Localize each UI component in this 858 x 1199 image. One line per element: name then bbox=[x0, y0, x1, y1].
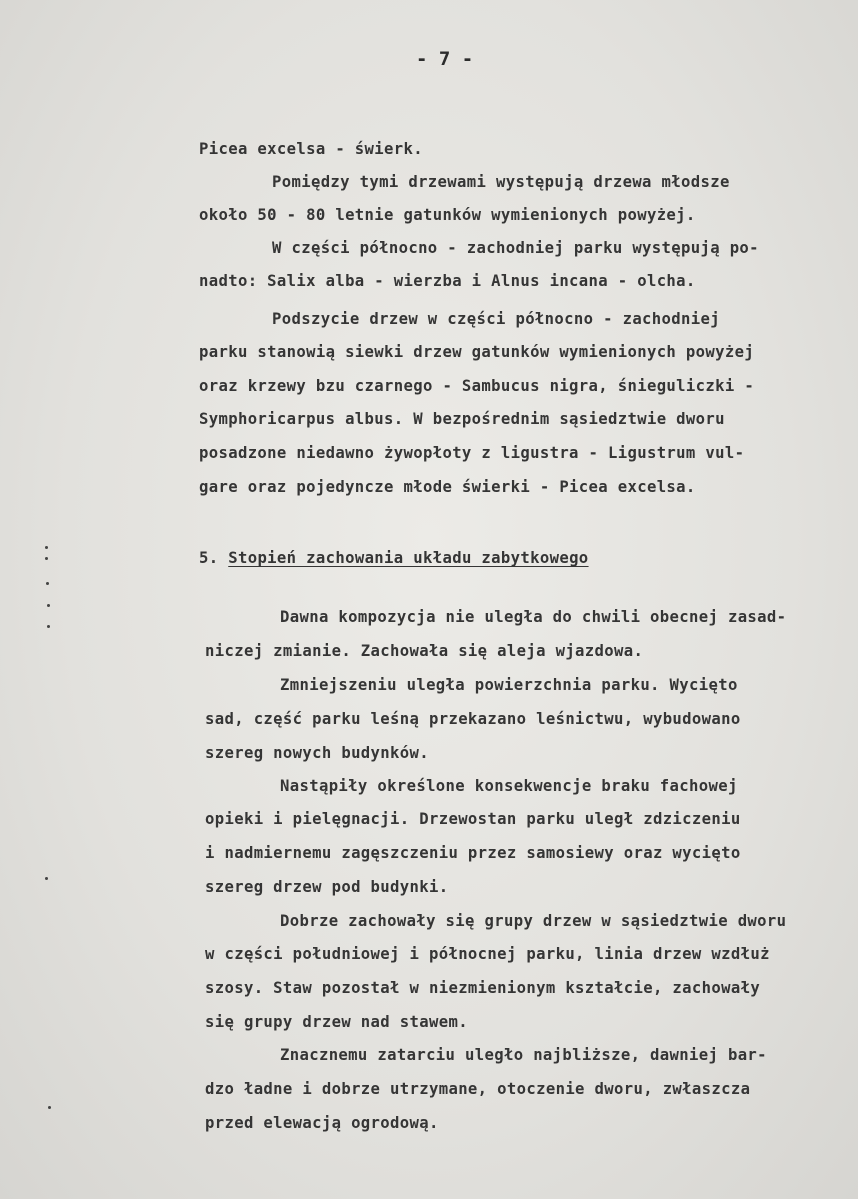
text-line: gare oraz pojedyncze młode świerki - Picea excelsa. bbox=[199, 478, 696, 496]
section-title: Stopień zachowania układu zabytkowego bbox=[228, 549, 589, 567]
text-line: Dobrze zachowały się grupy drzew w sąsiedztwie dworu bbox=[280, 912, 787, 930]
text-line: Picea excelsa - świerk. bbox=[199, 140, 423, 158]
text-line: Pomiędzy tymi drzewami występują drzewa młodsze bbox=[272, 173, 730, 191]
margin-mark bbox=[46, 582, 49, 585]
text-line: przed elewacją ogrodową. bbox=[205, 1114, 439, 1132]
margin-mark bbox=[45, 546, 48, 549]
text-line: posadzone niedawno żywopłoty z ligustra - Ligustrum vul- bbox=[199, 444, 745, 462]
margin-mark bbox=[48, 1106, 51, 1109]
text-line: około 50 - 80 letnie gatunków wymienionych powyżej. bbox=[199, 206, 696, 224]
text-line: sad, część parku leśną przekazano leśnictwu, wybudowano bbox=[205, 710, 741, 728]
page-number: - 7 - bbox=[416, 48, 474, 70]
margin-mark bbox=[45, 557, 48, 560]
text-line: Podszycie drzew w części północno - zachodniej bbox=[272, 310, 720, 328]
text-line: dzo ładne i dobrze utrzymane, otoczenie dworu, zwłaszcza bbox=[205, 1080, 751, 1098]
text-line: Dawna kompozycja nie uległa do chwili obecnej zasad- bbox=[280, 608, 787, 626]
text-line: i nadmiernemu zagęszczeniu przez samosiewy oraz wycięto bbox=[205, 844, 741, 862]
text-line: niczej zmianie. Zachowała się aleja wjazdowa. bbox=[205, 642, 644, 660]
text-line: Znacznemu zatarciu uległo najbliższe, dawniej bar- bbox=[280, 1046, 767, 1064]
section-heading bbox=[199, 549, 589, 567]
text-line: szereg drzew pod budynki. bbox=[205, 878, 449, 896]
text-line: Nastąpiły określone konsekwencje braku fachowej bbox=[280, 777, 738, 795]
margin-mark bbox=[47, 604, 50, 607]
text-line: Symphoricarpus albus. W bezpośrednim sąsiedztwie dworu bbox=[199, 410, 725, 428]
text-line: oraz krzewy bzu czarnego - Sambucus nigra, śnieguliczki - bbox=[199, 377, 755, 395]
text-line: W części północno - zachodniej parku występują po- bbox=[272, 239, 759, 257]
text-line: nadto: Salix alba - wierzba i Alnus incana - olcha. bbox=[199, 272, 696, 290]
section-number: 5. bbox=[199, 549, 219, 567]
text-line: opieki i pielęgnacji. Drzewostan parku uległ zdziczeniu bbox=[205, 810, 741, 828]
margin-mark bbox=[47, 625, 50, 628]
margin-mark bbox=[45, 877, 48, 880]
text-line: w części południowej i północnej parku, linia drzew wzdłuż bbox=[205, 945, 770, 963]
text-line: szereg nowych budynków. bbox=[205, 744, 429, 762]
text-line: Zmniejszeniu uległa powierzchnia parku. Wycięto bbox=[280, 676, 738, 694]
text-line: parku stanowią siewki drzew gatunków wymienionych powyżej bbox=[199, 343, 755, 361]
text-line: się grupy drzew nad stawem. bbox=[205, 1013, 468, 1031]
text-line: szosy. Staw pozostał w niezmienionym kształcie, zachowały bbox=[205, 979, 761, 997]
